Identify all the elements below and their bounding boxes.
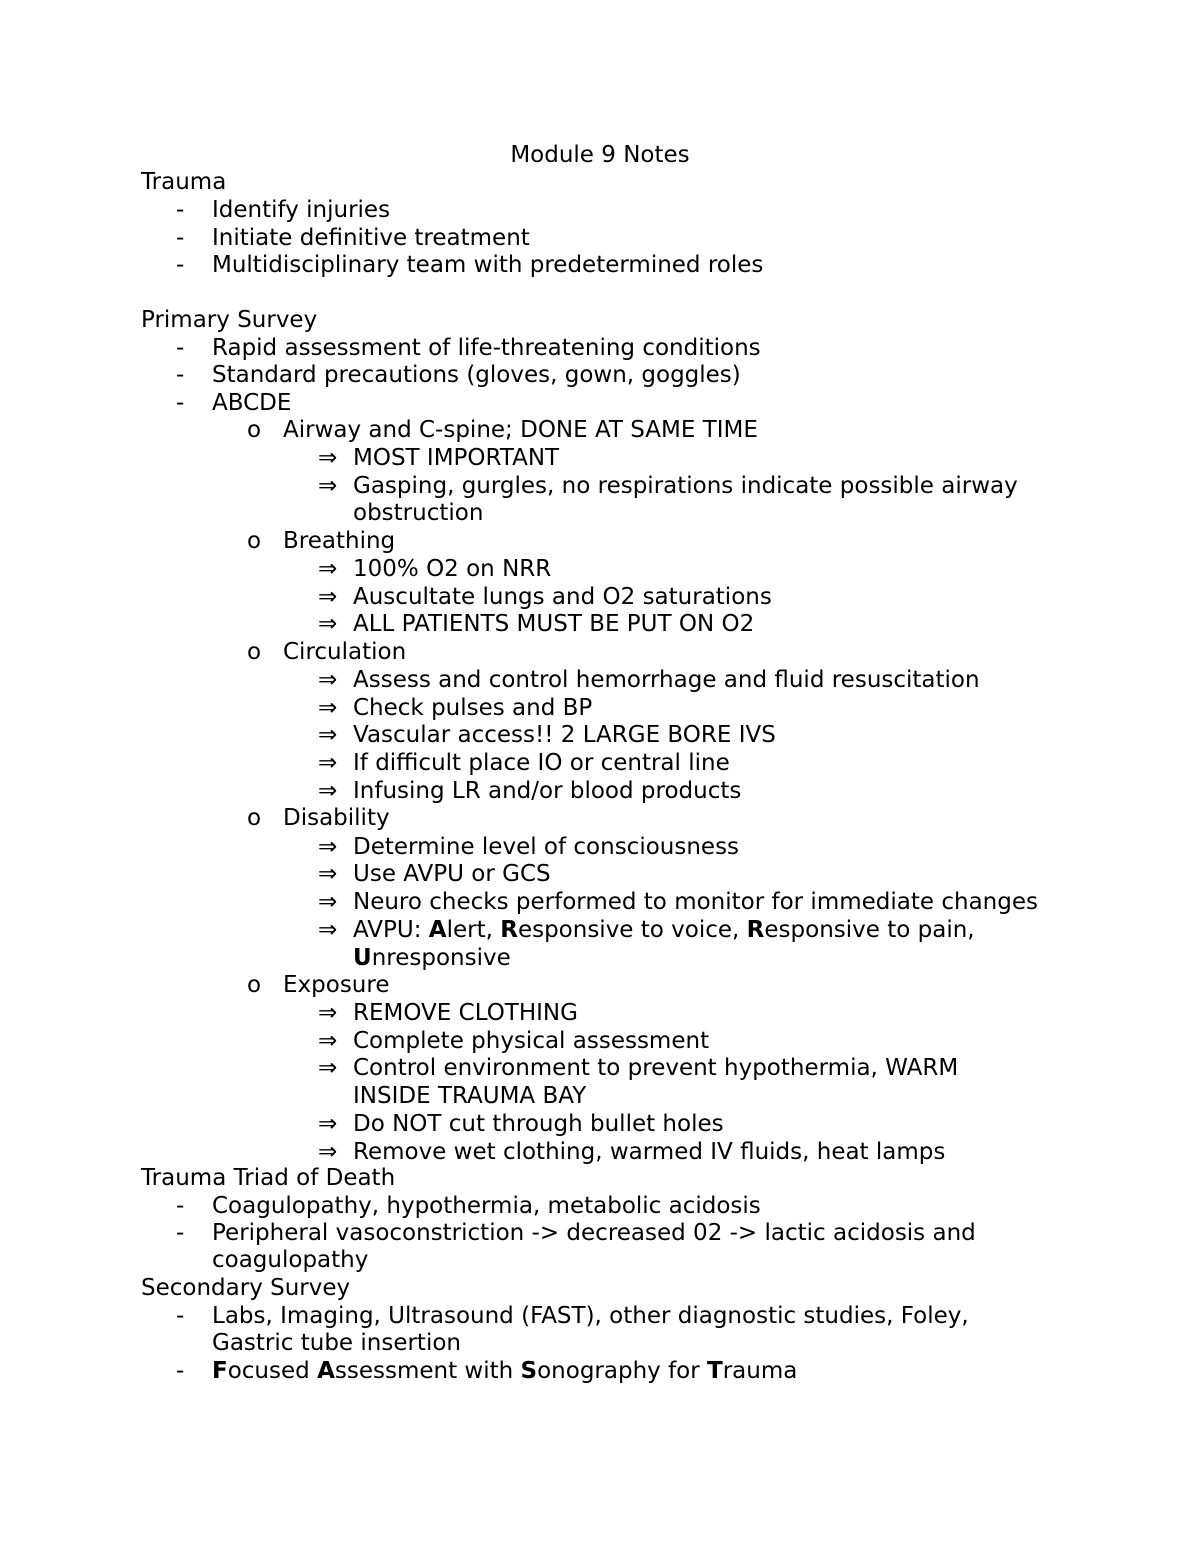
bullet-arrow: ⇒ [318, 1055, 338, 1081]
bullet-arrow: ⇒ [318, 584, 338, 610]
bullet-arrow: ⇒ [318, 889, 338, 915]
list-item: Rapid assessment of life-threatening conditions [212, 335, 761, 361]
list-item: Auscultate lungs and O2 saturations [353, 584, 772, 610]
bullet-arrow: ⇒ [318, 861, 338, 887]
bullet-arrow: ⇒ [318, 445, 338, 471]
fast-word-a: ssessment with [334, 1358, 521, 1384]
bullet-dash: - [176, 1358, 185, 1384]
list-item: Assess and control hemorrhage and fluid resuscitation [353, 667, 980, 693]
list-item: ALL PATIENTS MUST BE PUT ON O2 [353, 611, 755, 637]
list-item-continuation: obstruction [353, 500, 484, 526]
avpu-word-u: nresponsive [371, 945, 511, 971]
list-item-continuation: coagulopathy [212, 1247, 369, 1273]
fast-acronym-line [212, 1357, 797, 1385]
page-title: Module 9 Notes [510, 142, 690, 168]
avpu-word-a: lert, [446, 917, 501, 943]
bullet-dash: - [176, 225, 185, 251]
fast-word-f: ocused [227, 1358, 318, 1384]
bullet-arrow: ⇒ [318, 556, 338, 582]
bullet-dash: - [176, 1193, 185, 1219]
bullet-arrow: ⇒ [318, 695, 338, 721]
bullet-arrow: ⇒ [318, 611, 338, 637]
bullet-arrow: ⇒ [318, 750, 338, 776]
bullet-dash: - [176, 197, 185, 223]
fast-letter-t: T [707, 1358, 723, 1384]
list-item-continuation: INSIDE TRAUMA BAY [353, 1083, 587, 1109]
list-item: Vascular access!! 2 LARGE BORE IVS [353, 722, 776, 748]
bullet-circle: o [247, 639, 262, 665]
subheading-breathing: Breathing [283, 528, 396, 554]
bullet-dash: - [176, 252, 185, 278]
avpu-letter-u: U [353, 945, 372, 971]
list-item: ABCDE [212, 390, 292, 416]
bullet-dash: - [176, 390, 185, 416]
section-heading-trauma: Trauma [141, 169, 227, 195]
list-item: Control environment to prevent hypothermia, WARM [353, 1055, 959, 1081]
bullet-arrow: ⇒ [318, 917, 338, 943]
subheading-exposure: Exposure [283, 972, 390, 998]
subheading-disability: Disability [283, 805, 390, 831]
avpu-letter-r1: R [500, 917, 518, 943]
section-heading-triad: Trauma Triad of Death [141, 1165, 396, 1191]
list-item: Initiate definitive treatment [212, 225, 530, 251]
fast-letter-f: F [212, 1358, 228, 1384]
list-item: Peripheral vasoconstriction -> decreased 02 -> lactic acidosis and [212, 1220, 976, 1246]
avpu-letter-r2: R [746, 917, 765, 943]
bullet-arrow: ⇒ [318, 1111, 338, 1137]
list-item: Complete physical assessment [353, 1028, 710, 1054]
list-item: Standard precautions (gloves, gown, goggles) [212, 362, 741, 388]
list-item: Determine level of consciousness [353, 834, 740, 860]
bullet-circle: o [247, 972, 262, 998]
list-item: Gasping, gurgles, no respirations indicate possible airway [353, 473, 1018, 499]
list-item: Infusing LR and/or blood products [353, 778, 742, 804]
list-item: 100% O2 on NRR [353, 556, 552, 582]
list-item: Neuro checks performed to monitor for immediate changes [353, 889, 1038, 915]
list-item: Labs, Imaging, Ultrasound (FAST), other diagnostic studies, Foley, [212, 1303, 969, 1329]
subheading-airway: Airway and C-spine; DONE AT SAME TIME [283, 417, 758, 443]
bullet-arrow: ⇒ [318, 667, 338, 693]
fast-word-s: onography for [537, 1358, 708, 1384]
bullet-arrow: ⇒ [318, 473, 338, 499]
list-item: If difficult place IO or central line [353, 750, 730, 776]
list-item-continuation: Gastric tube insertion [212, 1330, 461, 1356]
subheading-circulation: Circulation [283, 639, 407, 665]
fast-word-t: rauma [722, 1358, 798, 1384]
bullet-dash: - [176, 362, 185, 388]
list-item: Remove wet clothing, warmed IV fluids, heat lamps [353, 1139, 946, 1165]
avpu-line-continuation [353, 944, 511, 972]
fast-letter-s: S [520, 1358, 538, 1384]
bullet-circle: o [247, 417, 262, 443]
fast-letter-a: A [317, 1358, 335, 1384]
bullet-arrow: ⇒ [318, 1139, 338, 1165]
bullet-circle: o [247, 528, 262, 554]
bullet-arrow: ⇒ [318, 722, 338, 748]
list-item: MOST IMPORTANT [353, 445, 560, 471]
bullet-dash: - [176, 1303, 185, 1329]
bullet-dash: - [176, 1220, 185, 1246]
bullet-arrow: ⇒ [318, 778, 338, 804]
bullet-arrow: ⇒ [318, 834, 338, 860]
avpu-letter-a: A [428, 917, 447, 943]
avpu-word-r1: esponsive to voice, [517, 917, 747, 943]
bullet-dash: - [176, 335, 185, 361]
list-item: REMOVE CLOTHING [353, 1000, 578, 1026]
list-item: Use AVPU or GCS [353, 861, 551, 887]
bullet-arrow: ⇒ [318, 1000, 338, 1026]
section-heading-secondary-survey: Secondary Survey [141, 1275, 351, 1301]
list-item: Do NOT cut through bullet holes [353, 1111, 724, 1137]
list-item: Multidisciplinary team with predetermined roles [212, 252, 764, 278]
avpu-word-r2: esponsive to pain, [764, 917, 975, 943]
list-item: Check pulses and BP [353, 695, 593, 721]
avpu-prefix: AVPU: [353, 917, 429, 943]
list-item: Identify injuries [212, 197, 391, 223]
list-item: Coagulopathy, hypothermia, metabolic acidosis [212, 1193, 761, 1219]
section-heading-primary-survey: Primary Survey [141, 307, 318, 333]
bullet-arrow: ⇒ [318, 1028, 338, 1054]
avpu-line [353, 916, 975, 944]
bullet-circle: o [247, 805, 262, 831]
